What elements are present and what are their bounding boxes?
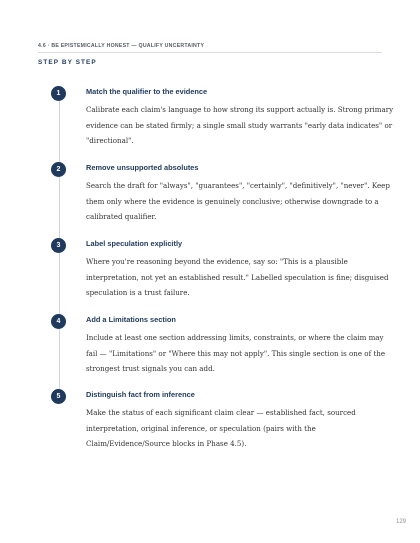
step-description [86,178,390,225]
step-description-line: fail — "Limitations" or "Where this may not apply". This single section is one of the [86,348,386,358]
step-description [86,254,389,301]
step-number-badge: 2 [51,162,66,177]
step-title: Add a Limitations section [86,315,176,324]
step-number-badge: 3 [51,238,66,253]
step-description [86,405,384,452]
step-title: Remove unsupported absolutes [86,163,199,172]
step-description-line: interpretation, original inference, or speculation (pairs with the [86,423,316,433]
page-number: 129 [395,519,406,525]
step-description [86,330,384,377]
step-description-line: them only where the evidence is genuinely conclusive; otherwise downgrade to a [86,196,379,206]
step-description-line: Make the status of each significant claim clear — established fact, sourced [86,408,356,417]
step-number-badge: 1 [51,86,66,101]
step-number-badge: 5 [51,389,66,404]
step-title: Label speculation explicitly [86,239,183,248]
step-description [86,102,394,149]
step-description-line: Where you're reasoning beyond the evidence, say so: "This is a plausible [86,257,348,266]
running-head: 4.6 · BE EPISTEMICALLY HONEST — QUALIFY UNCERTAINTY [38,43,205,49]
step-description-line: "directional". [86,136,134,146]
step-description-line: interpretation, not yet an established result." Labelled speculation is fine; disguised [86,272,389,282]
step-description-line: evidence can be stated firmly; a single small study warrants "early data indicates" or [86,120,393,130]
header-divider [38,52,382,53]
step-description-line: strongest trust signals you can add. [86,364,215,374]
step-number-badge: 4 [51,314,66,329]
section-label: STEP BY STEP [38,59,97,66]
step-description-line: Calibrate each claim's language to how strong its support actually is. Strong primary [86,105,394,114]
step-title: Distinguish fact from inference [86,390,195,399]
step-description-line: calibrated qualifier. [86,212,157,222]
step-description-line: speculation is a trust failure. [86,288,190,298]
step-description-line: Include at least one section addressing limits, constraints, or where the claim may [86,333,384,342]
step-title: Match the qualifier to the evidence [86,87,208,96]
step-description-line: Claim/Evidence/Source blocks in Phase 4.5). [86,439,247,449]
step-description-line: Search the draft for "always", "guarantees", "certainly", "definitively", "never". Keep [86,181,390,190]
